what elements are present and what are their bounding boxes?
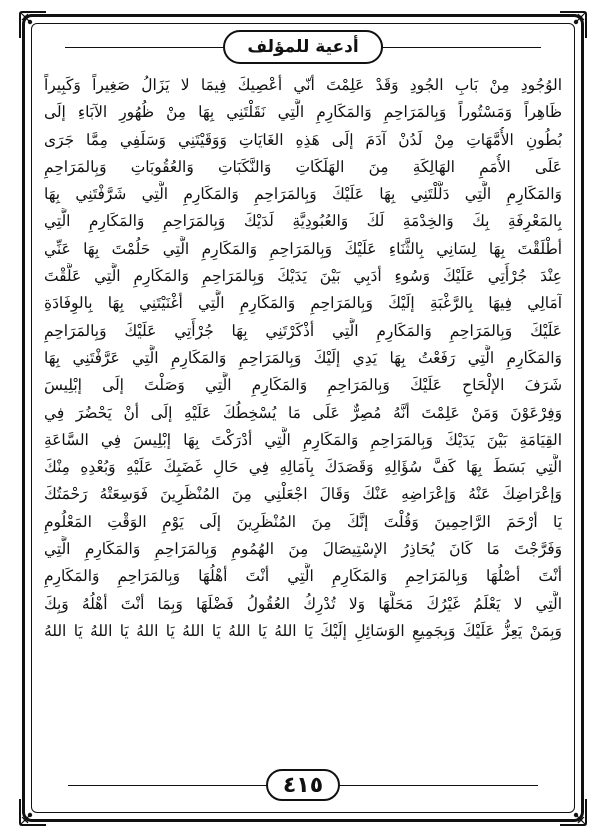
text-line: وَفِرْعَوْنَ وَمَنْ عَلِمْتَ أنَّهُ مُصِرٌّ عَلَى مَا يُسْخِطُكَ عَلَيْهِ إلَى أنْ يَحْضُرَ فِي — [44, 403, 562, 422]
text-line: ظَاهِراً وَمَسْتُوراً وَبِالمَرَاحِمِ وَالمَكَارِمِ الَّتِي نَقَلْتَنِي بِهَا مِنْ ظُهُورِ الآبَاءِ إلَى — [44, 103, 562, 122]
text-line: عِنْدَ جُرْأَتِي عَلَيْكَ وَسُوءِ أدَبِي بَيْنَ يَدَيْكَ وَبِالمَرَاحِمِ وَالمَكَارِمِ الَّتِي عَلَّقْتَ — [44, 267, 562, 286]
text-line: عَلَيْكَ وَبِالمَرَاحِمِ وَالمَكَارِمِ الَّتِي أذْكَرْتَنِي بِهَا جُرْأَتِي عَلَيْكَ وَبِالمَرَاحِمِ — [44, 321, 562, 340]
text-line: أنْتَ أصْلُهَا وَبِالمَرَاحِمِ وَالمَكَارِمِ الَّتِي أنْتَ أهْلُهَا وَبِالمَرَاحِمِ وَالمَكَارِمِ — [44, 567, 562, 586]
text-line: آمَالِي فِيهَا بِالرَّغْبَةِ إلَيْكَ وَبِالمَرَاحِمِ وَالمَكَارِمِ الَّتِي أغْنَيْتَنِي بِهَا بِالوِفَادَةِ — [44, 294, 562, 313]
text-line: وَبِمَنْ يَعِزُّ عَلَيْكَ وَبِجَمِيعِ الوَسَائِلِ إلَيْكَ يَا اللهُ يَا اللهُ يَا اللهُ يَا اللهُ يَا اللهُ يَا اللهُ — [44, 621, 562, 640]
text-line: القِيَامَةِ بَيْنَ يَدَيْكَ وَبِالمَرَاحِمِ وَالمَكَارِمِ الَّتِي أدْرَكْتَ بِهَا إبْلِيسَ فِي السَّاعَةِ — [44, 430, 562, 449]
text-line: بِالمَعْرِفَةِ بِكَ وَالخِدْمَةِ لَكَ وَالعُبُودِيَّةِ لَدَيْكَ وَبِالمَرَاحِمِ وَالمَكَارِمِ الَّتِي — [44, 212, 562, 231]
text-line: شَرَفَ الإلْحَاحِ عَلَيْكَ وَبِالمَرَاحِمِ وَالمَكَارِمِ الَّتِي وَصَلْتَ إلَى إبْلِيسَ — [44, 376, 562, 395]
corner-ornament-icon — [16, 8, 50, 42]
text-line: يَا أرْحَمَ الرَّاحِمِينَ وَقُلْتَ إنَّكَ مِنَ المُنْظَرِينَ إلَى يَوْمِ الوَقْتِ المَعْلُومِ — [44, 512, 562, 531]
text-line: الوُجُودِ مِنْ بَابِ الجُودِ وَقَدْ عَلِمْتَ أنّي أعْصِيكَ فِيمَا لا يَزَالُ صَغِيراً وَكَبِيراً — [44, 76, 562, 94]
page-number: ٤١٥ — [282, 772, 324, 798]
text-line: بُطُونِ الأُمَّهَاتِ مِنْ لَدُنْ آدَمَ إلَى هَذِهِ الغَايَاتِ وَوَقَيْتَنِي وَسَلَفِي مِمَّا جَرَى — [44, 130, 562, 149]
text-line: عَلَى الأُمَمِ الهَالِكَةِ مِنَ الهَلَكَاتِ وَالنَّكَبَاتِ وَالعُقُوبَاتِ وَبِالمَرَاحِمِ — [44, 157, 562, 176]
prayer-text-body — [44, 72, 562, 754]
corner-ornament-icon — [556, 795, 590, 829]
text-line: وَإعْرَاضِكَ عَنْهُ وَإعْرَاضِهِ عَنْكَ وَقَالَ اجْعَلْنِي مِنَ المُنْظَرِينَ فَوَسِعَتْهُ رَحْمَتُكَ — [44, 485, 562, 504]
text-line: الَّتِي بَسَطَ بِهَا كَفَّ سُؤَالِهِ وَقَصَدَكَ بِآمَالِهِ فِي حَالِ غَضَبِكَ عَلَيْهِ وَبُعْدِهِ مِنْكَ — [44, 458, 562, 477]
footer-plaque — [266, 769, 340, 801]
running-header-title: أدعية للمؤلف — [247, 37, 359, 57]
corner-ornament-icon — [16, 795, 50, 829]
text-line: أطْلَقْتَ بِهَا لِسَانِي بِالثَّنَاءِ عَلَيْكَ وَبِالمَرَاحِمِ وَالمَكَارِمِ الَّتِي حَلُمْتَ بِهَا عَنِّي — [44, 239, 562, 258]
text-line: وَفَرَّجْتَ مَا كَانَ يُحَاذِرُ الإسْتِيصَالَ مِنَ الهُمُومِ وَبِالمَرَاحِمِ وَالمَكَارِمِ الَّتِي — [44, 540, 562, 559]
text-line: الَّتِي لا يَعْلَمُ غَيْرُكَ مَحَلَّهَا وَلا تُدْرِكُ العُقُولُ فَضْلَهَا وَبِمَا أنْتَ أهْلُهُ وَبِكَ — [44, 594, 562, 613]
text-line: وَالمَكَارِمِ الَّتِي رَفَعْتُ بِهَا يَدِي إلَيْكَ وَبِالمَرَاحِمِ وَالمَكَارِمِ الَّتِي عَرَّفْتَنِي بِهَا — [44, 348, 562, 367]
header-plaque — [223, 30, 383, 64]
corner-ornament-icon — [556, 8, 590, 42]
text-line: وَالمَكَارِمِ الَّتِي دَلَّلْتَنِي بِهَا عَلَيْكَ وَبِالمَرَاحِمِ وَالمَكَارِمِ الَّتِي شَرَّفْتَنِي بِهَا — [44, 185, 562, 204]
